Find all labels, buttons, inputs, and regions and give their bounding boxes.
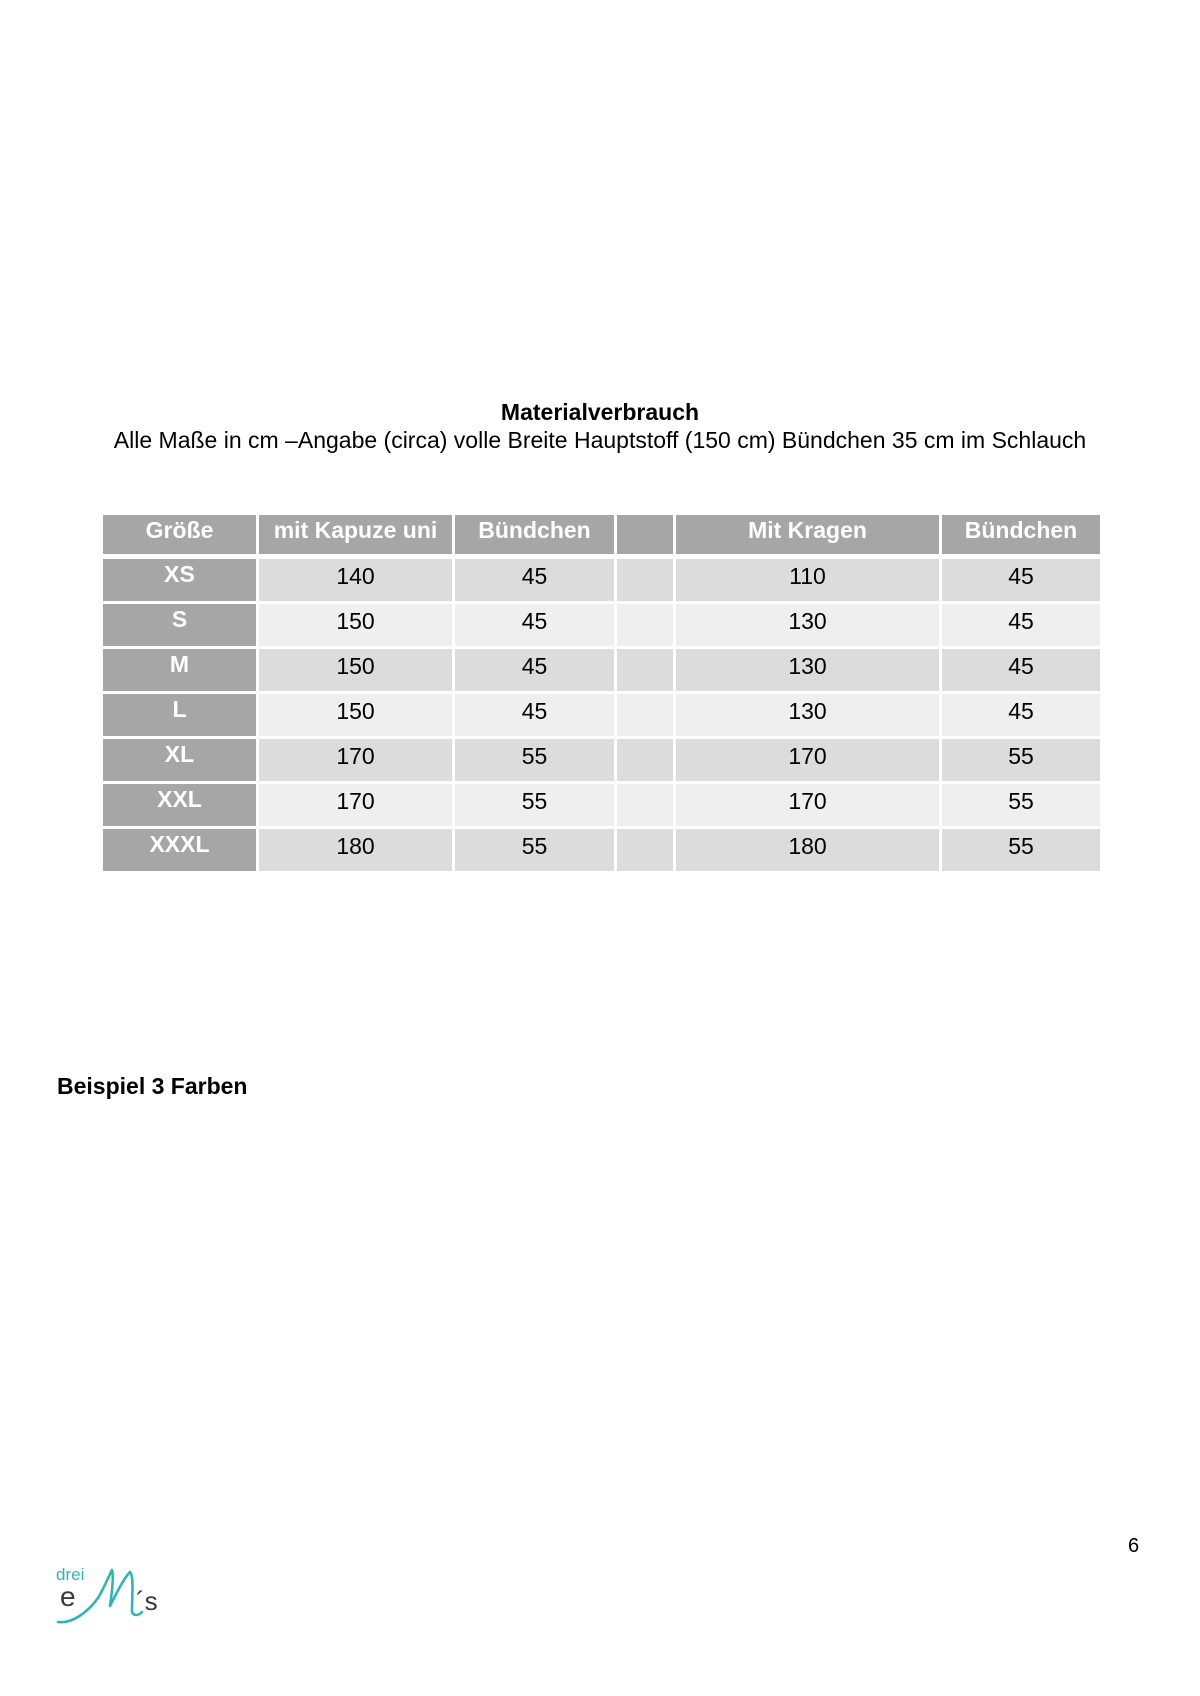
spacer-cell <box>616 738 675 783</box>
material-table <box>100 512 1103 874</box>
kapuze-cell: 170 <box>258 738 454 783</box>
kapuze-cell: 140 <box>258 557 454 603</box>
size-cell: S <box>102 603 258 648</box>
kapuze-cell: 150 <box>258 648 454 693</box>
size-cell: XXXL <box>102 828 258 873</box>
kapuze-cell: 150 <box>258 693 454 738</box>
kragen-cell: 170 <box>675 783 941 828</box>
buendchen-kapuze-cell: 55 <box>454 738 616 783</box>
table-header-row <box>102 514 1102 557</box>
section-heading: Beispiel 3 Farben <box>57 1073 248 1099</box>
buendchen-kragen-cell: 45 <box>941 648 1102 693</box>
spacer-cell <box>616 648 675 693</box>
size-cell: XL <box>102 738 258 783</box>
kragen-cell: 130 <box>675 693 941 738</box>
kragen-cell: 110 <box>675 557 941 603</box>
buendchen-kragen-cell: 45 <box>941 603 1102 648</box>
kragen-cell: 180 <box>675 828 941 873</box>
logo-text-e: e <box>60 1581 76 1612</box>
size-cell: XXL <box>102 783 258 828</box>
kapuze-cell: 180 <box>258 828 454 873</box>
buendchen-kragen-cell: 45 <box>941 557 1102 603</box>
brand-logo <box>54 1562 164 1630</box>
document-title: Materialverbrauch <box>500 399 700 425</box>
buendchen-kapuze-cell: 45 <box>454 693 616 738</box>
buendchen-kapuze-cell: 45 <box>454 648 616 693</box>
table-row <box>102 738 1102 783</box>
spacer-cell <box>616 828 675 873</box>
size-cell: M <box>102 648 258 693</box>
spacer-cell <box>616 603 675 648</box>
spacer-cell <box>616 557 675 603</box>
spacer-cell <box>616 693 675 738</box>
buendchen-kapuze-cell: 55 <box>454 828 616 873</box>
logo-text-s: ´s <box>136 1586 158 1616</box>
table-row <box>102 557 1102 603</box>
kragen-cell: 130 <box>675 603 941 648</box>
table-row <box>102 828 1102 873</box>
table-row <box>102 693 1102 738</box>
header-mit-kragen: Mit Kragen <box>675 514 941 557</box>
header-buendchen-kapuze: Bündchen <box>454 514 616 557</box>
table-row <box>102 603 1102 648</box>
kapuze-cell: 150 <box>258 603 454 648</box>
buendchen-kapuze-cell: 45 <box>454 557 616 603</box>
header-mit-kapuze-uni: mit Kapuze uni <box>258 514 454 557</box>
size-cell: L <box>102 693 258 738</box>
header-spacer <box>616 514 675 557</box>
kapuze-cell: 170 <box>258 783 454 828</box>
buendchen-kragen-cell: 55 <box>941 738 1102 783</box>
buendchen-kapuze-cell: 55 <box>454 783 616 828</box>
kragen-cell: 170 <box>675 738 941 783</box>
size-cell: XS <box>102 557 258 603</box>
table-row <box>102 783 1102 828</box>
header-buendchen-kragen: Bündchen <box>941 514 1102 557</box>
logo-text-drei: drei <box>56 1565 85 1584</box>
page-number: 6 <box>1128 1535 1140 1557</box>
buendchen-kapuze-cell: 45 <box>454 603 616 648</box>
spacer-cell <box>616 783 675 828</box>
table-row <box>102 648 1102 693</box>
buendchen-kragen-cell: 45 <box>941 693 1102 738</box>
buendchen-kragen-cell: 55 <box>941 828 1102 873</box>
header-groesse: Größe <box>102 514 258 557</box>
kragen-cell: 130 <box>675 648 941 693</box>
buendchen-kragen-cell: 55 <box>941 783 1102 828</box>
document-subtitle: Alle Maße in cm –Angabe (circa) volle Breite Hauptstoff (150 cm) Bündchen 35 cm im Schlauch <box>113 427 1087 453</box>
